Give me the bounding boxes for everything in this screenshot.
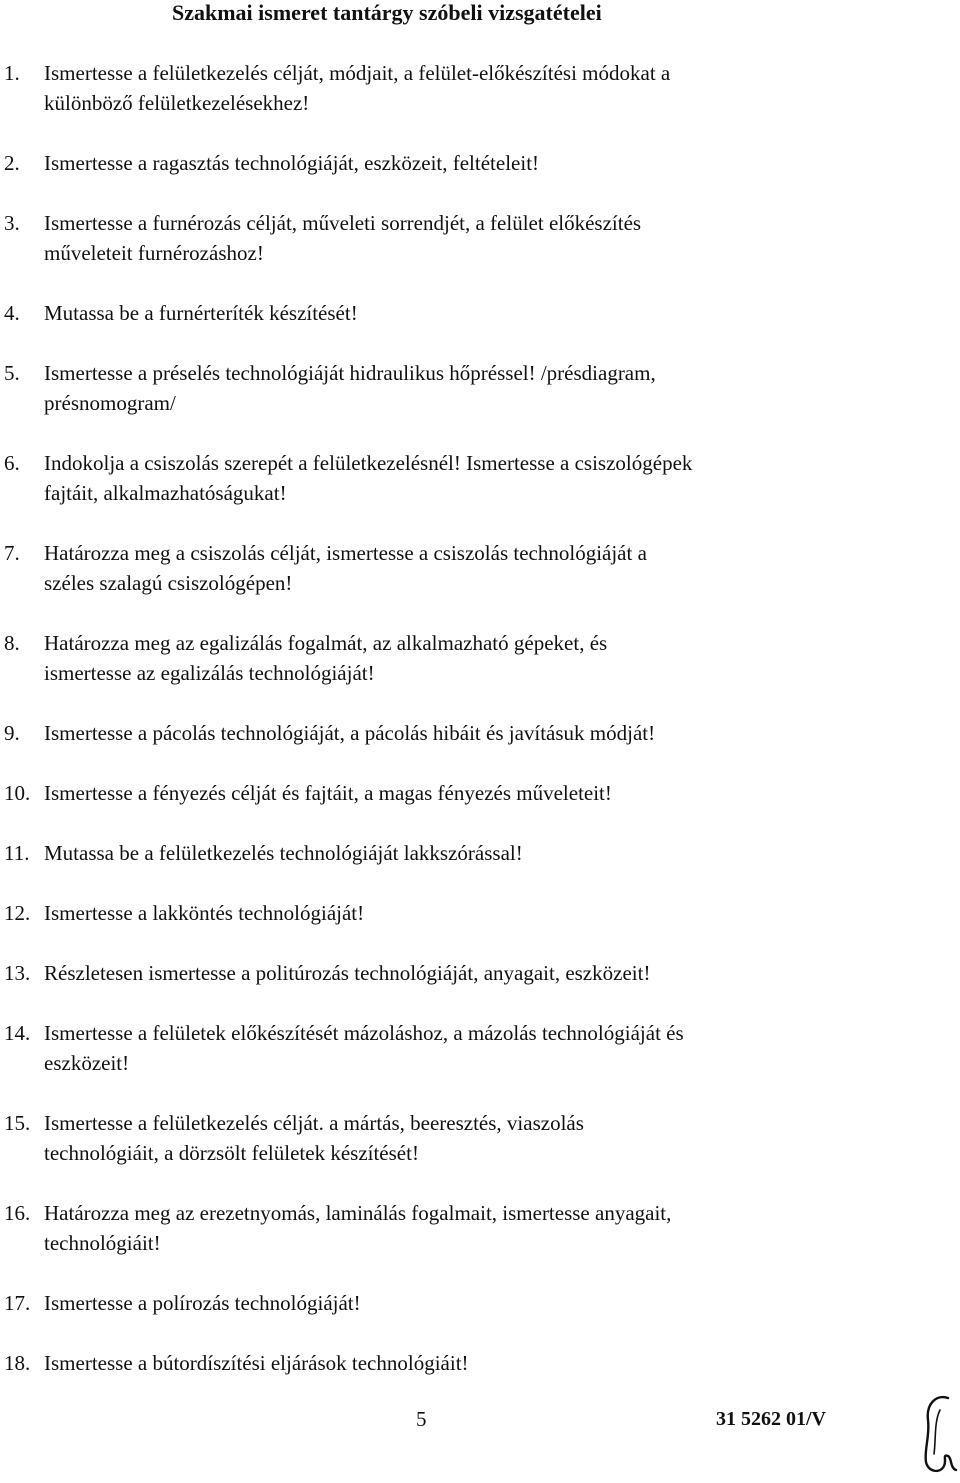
item-number: 5. bbox=[4, 361, 20, 385]
item-text: Határozza meg az erezetnyomás, laminálás fogalmait, ismertesse anyagait, technológiáit! bbox=[44, 1201, 672, 1255]
item-text: Ismertesse a polírozás technológiáját! bbox=[44, 1291, 361, 1315]
item-text: Ismertesse a ragasztás technológiáját, eszközeit, feltételeit! bbox=[44, 151, 540, 175]
item-number: 3. bbox=[4, 211, 20, 235]
document-title: Szakmai ismeret tantárgy szóbeli vizsgatételei bbox=[172, 0, 602, 25]
item-number: 17. bbox=[4, 1291, 31, 1315]
item-text: Mutassa be a felületkezelés technológiáját lakkszórással! bbox=[44, 841, 523, 865]
item-number: 11. bbox=[4, 841, 30, 865]
item-number: 15. bbox=[4, 1111, 31, 1135]
item-number: 4. bbox=[4, 301, 20, 325]
document-code: 31 5262 01/V bbox=[716, 1408, 826, 1430]
item-number: 1. bbox=[4, 61, 20, 85]
item-number: 8. bbox=[4, 631, 20, 655]
item-text: Ismertesse a fényezés célját és fajtáit, a magas fényezés műveleteit! bbox=[44, 781, 612, 805]
item-number: 16. bbox=[4, 1201, 31, 1225]
item-text: Ismertesse a préselés technológiáját hidraulikus hőpréssel! /présdiagram, présnomogram/ bbox=[44, 361, 656, 415]
item-text: Határozza meg a csiszolás célját, ismertesse a csiszolás technológiáját a széles szalagú csiszológépen! bbox=[44, 541, 647, 595]
item-text: Ismertesse a lakköntés technológiáját! bbox=[44, 901, 365, 925]
item-number: 6. bbox=[4, 451, 20, 475]
item-text: Indokolja a csiszolás szerepét a felületkezelésnél! Ismertesse a csiszológépek fajtáit, alkalmazhatóságukat! bbox=[44, 451, 693, 505]
item-text: Ismertesse a felületkezelés célját, módjait, a felület-előkészítési módokat a különböző felületkezelésekhez! bbox=[44, 61, 671, 115]
item-number: 14. bbox=[4, 1021, 31, 1045]
item-number: 7. bbox=[4, 541, 20, 565]
item-text: Mutassa be a furnérteríték készítését! bbox=[44, 301, 358, 325]
item-text: Részletesen ismertesse a politúrozás technológiáját, anyagait, eszközeit! bbox=[44, 961, 651, 985]
item-number: 9. bbox=[4, 721, 20, 745]
item-number: 2. bbox=[4, 151, 20, 175]
item-text: Határozza meg az egalizálás fogalmát, az alkalmazható gépeket, és ismertesse az egalizálás technológiáját! bbox=[44, 631, 608, 685]
item-number: 12. bbox=[4, 901, 31, 925]
item-text: Ismertesse a furnérozás célját, műveleti sorrendjét, a felület előkészítés műveleteit furnérozáshoz! bbox=[44, 211, 642, 265]
handwritten-signature-icon bbox=[918, 1392, 960, 1478]
item-number: 18. bbox=[4, 1351, 31, 1375]
item-text: Ismertesse a pácolás technológiáját, a pácolás hibáit és javításuk módját! bbox=[44, 721, 656, 745]
page-number: 5 bbox=[416, 1407, 427, 1431]
item-text: Ismertesse a bútordíszítési eljárások technológiáit! bbox=[44, 1351, 469, 1375]
item-text: Ismertesse a felületek előkészítését mázoláshoz, a mázolás technológiáját és eszközeit! bbox=[44, 1021, 684, 1075]
item-text: Ismertesse a felületkezelés célját. a mártás, beeresztés, viaszolás technológiáit, a dörzsölt felületek készítését! bbox=[44, 1111, 584, 1165]
item-number: 13. bbox=[4, 961, 31, 985]
item-number: 10. bbox=[4, 781, 31, 805]
